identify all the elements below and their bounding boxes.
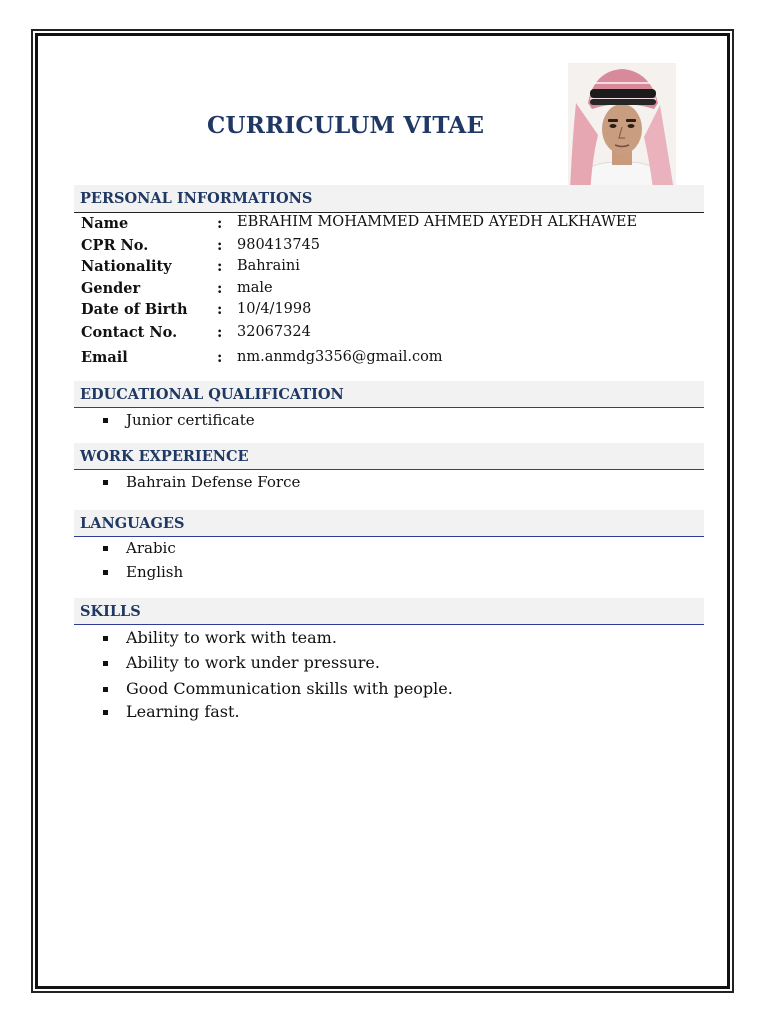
- section-heading-personal: PERSONAL INFORMATIONS: [80, 190, 313, 207]
- bullet-square-icon: [103, 710, 108, 715]
- info-row-email: [81, 349, 701, 369]
- info-separator: :: [217, 280, 223, 297]
- info-value-dob: 10/4/1998: [237, 301, 312, 317]
- info-label: Nationality: [81, 258, 172, 275]
- bullet-square-icon: [103, 636, 108, 641]
- info-row-contact: [81, 324, 701, 344]
- info-row-cpr: [81, 237, 701, 257]
- info-label: Gender: [81, 280, 141, 297]
- info-value-contact: 32067324: [237, 324, 311, 340]
- info-separator: :: [217, 215, 223, 232]
- section-personal-info: [74, 185, 704, 213]
- bullet-square-icon: [103, 480, 108, 485]
- info-label: Email: [81, 349, 128, 366]
- info-separator: :: [217, 349, 223, 366]
- info-row-nationality: [81, 258, 701, 278]
- document-title: CURRICULUM VITAE: [207, 112, 485, 139]
- info-value-nationality: Bahraini: [237, 258, 300, 274]
- info-value-gender: male: [237, 280, 273, 296]
- info-separator: :: [217, 301, 223, 318]
- bullet-square-icon: [103, 570, 108, 575]
- section-heading-skills: SKILLS: [80, 603, 141, 620]
- info-row-name: [81, 215, 701, 235]
- bullet-square-icon: [103, 418, 108, 423]
- info-row-dob: [81, 301, 701, 321]
- section-heading-education: EDUCATIONAL QUALIFICATION: [80, 386, 344, 403]
- info-value-name: EBRAHIM MOHAMMED AHMED AYEDH ALKHAWEE: [237, 214, 638, 230]
- section-skills: [74, 598, 704, 625]
- info-value-email: nm.anmdg3356@gmail.com: [237, 349, 443, 365]
- bullet-square-icon: [103, 546, 108, 551]
- section-work-experience: [74, 443, 704, 470]
- info-separator: :: [217, 258, 223, 275]
- section-education: [74, 381, 704, 408]
- info-separator: :: [217, 324, 223, 341]
- section-languages: [74, 510, 704, 537]
- info-separator: :: [217, 237, 223, 254]
- info-label: CPR No.: [81, 237, 149, 254]
- bullet-square-icon: [103, 661, 108, 666]
- bullet-square-icon: [103, 687, 108, 692]
- section-heading-work: WORK EXPERIENCE: [80, 448, 249, 465]
- info-value-cpr: 980413745: [237, 237, 321, 253]
- info-label: Name: [81, 215, 129, 232]
- info-label: Date of Birth: [81, 301, 188, 318]
- info-label: Contact No.: [81, 324, 178, 341]
- info-row-gender: [81, 280, 701, 300]
- section-heading-languages: LANGUAGES: [80, 515, 185, 532]
